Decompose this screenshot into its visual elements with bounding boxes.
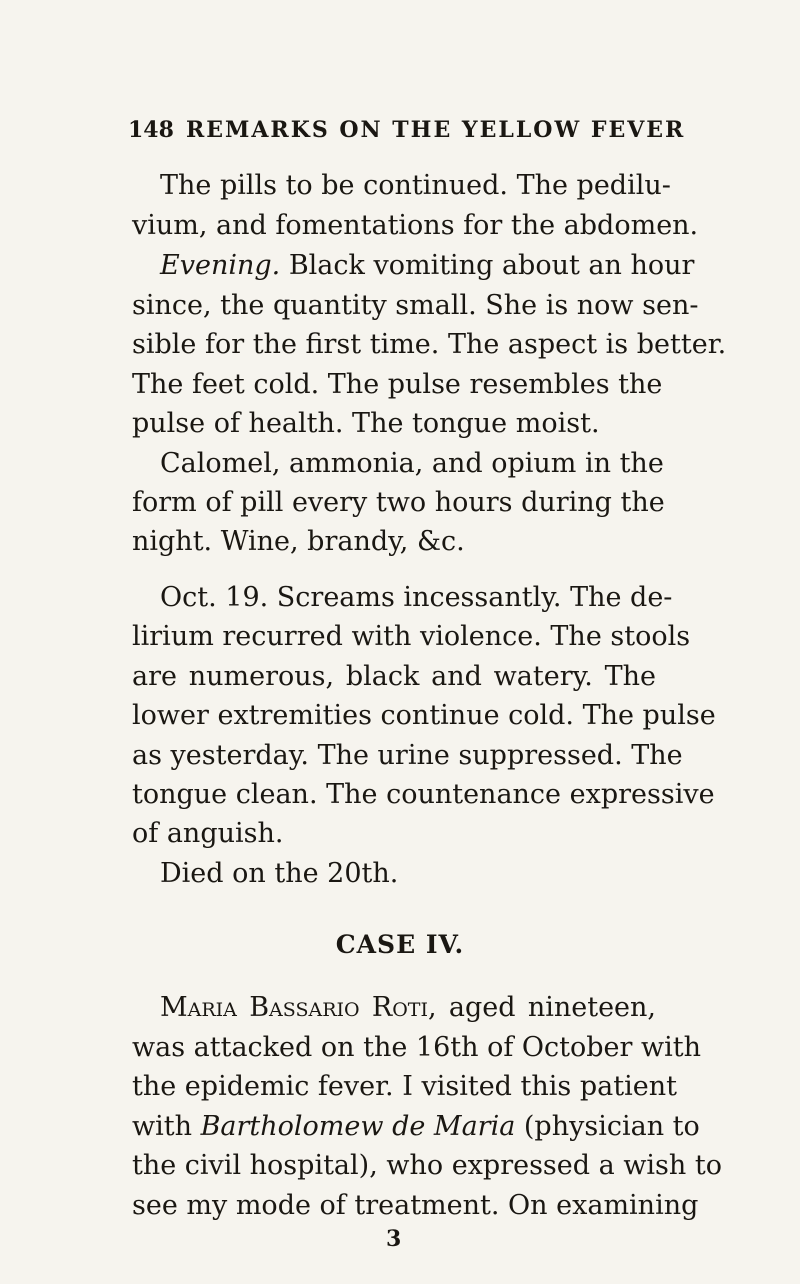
text-line: are numerous, black and watery. The [132, 661, 656, 692]
text-line: The feet cold. The pulse resembles the [132, 369, 663, 400]
text-line: as yesterday. The urine suppressed. The [132, 740, 683, 771]
text-line: The pills to be continued. The pedilu- [160, 170, 671, 201]
text-line: since, the quantity small. She is now sen- [132, 290, 699, 321]
text-line: lower extremities continue cold. The pulse [132, 700, 716, 731]
running-title: REMARKS ON THE YELLOW FEVER [185, 117, 686, 143]
case-heading: CASE IV. [335, 930, 465, 959]
page-number: 148 [128, 117, 174, 143]
text-line: of anguish. [132, 818, 284, 849]
text-line: lirium recurred with violence. The stools [132, 621, 691, 652]
text-line: was attacked on the 16th of October with [132, 1032, 702, 1063]
text-line: tongue clean. The countenance expressive [132, 779, 715, 810]
text-line: Oct. 19. Screams incessantly. The de- [160, 582, 673, 613]
text-line: vium, and fomentations for the abdomen. [132, 210, 699, 241]
text-line: sible for the first time. The aspect is better. [132, 329, 727, 360]
text-line: night. Wine, brandy, &c. [132, 526, 465, 557]
text-line: the civil hospital), who expressed a wish to [132, 1150, 722, 1181]
text-line: Calomel, ammonia, and opium in the [160, 448, 664, 479]
text-line: the epidemic fever. I visited this patient [132, 1071, 677, 1102]
text-line: Evening. Black vomiting about an hour [160, 250, 695, 281]
signature-mark: 3 [386, 1226, 402, 1252]
text-line: with Bartholomew de Maria (physician to [132, 1111, 700, 1142]
text-line: see my mode of treatment. On examining [132, 1190, 699, 1221]
text-line: Maria Bassario Roti, aged nineteen, [160, 992, 656, 1023]
running-header [128, 117, 685, 143]
text-line: pulse of health. The tongue moist. [132, 408, 600, 439]
text-line: form of pill every two hours during the [132, 487, 665, 518]
text-line: Died on the 20th. [160, 858, 399, 889]
